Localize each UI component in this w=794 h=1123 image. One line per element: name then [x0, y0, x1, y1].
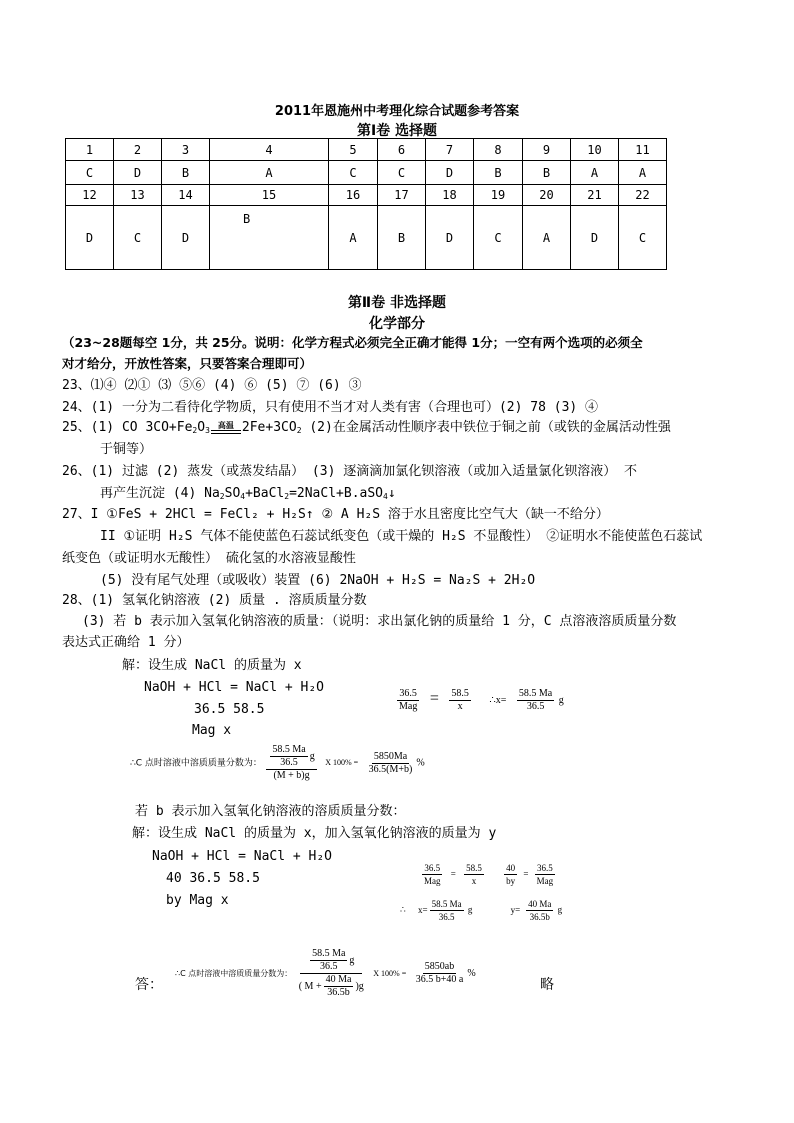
answer-q23: 23、⑴④ ⑵① ⑶ ⑤⑥ (4) ⑥ (5) ⑦ (6) ③: [62, 378, 362, 393]
cell: 4: [210, 139, 329, 161]
reaction-condition: 高温: [211, 422, 241, 434]
solution2-vars: by Mag x: [166, 893, 229, 908]
q25-part2: (2)在金属活动性顺序表中铁位于铜之前（或铁的金属活动性强: [301, 420, 671, 435]
cell: C: [114, 206, 162, 270]
answer-q27-line3: 纸变色（或证明水无酸性） 硫化氢的水溶液显酸性: [62, 551, 356, 566]
omitted-label: 略: [540, 977, 554, 993]
part2-title: 第Ⅱ卷 非选择题: [347, 295, 447, 311]
cell: 16: [329, 185, 378, 206]
document-title: 2011年恩施州中考理化综合试题参考答案: [274, 104, 520, 119]
cell: 11: [619, 139, 667, 161]
cell: D: [66, 206, 114, 270]
solution2-intro: 解：设生成 NaCl 的质量为 x，加入氢氧化钠溶液的质量为 y: [132, 826, 497, 841]
cell: 3: [162, 139, 210, 161]
cell: C: [619, 206, 667, 270]
cell: A: [571, 161, 619, 185]
cell: 15: [210, 185, 329, 206]
cell: 20: [523, 185, 571, 206]
cell: 17: [378, 185, 426, 206]
solution2-results: ∴ x= $\frac{58.5 Ma}{36.5}$ g y= $\frac{40 Ma}{36.5b}$ g: [400, 899, 563, 922]
solution1-equation: NaOH + HCl = NaCl + H₂O: [144, 680, 325, 695]
answer-q27-line4: (5) 没有尾气处理（或吸收）装置 (6) 2NaOH + H₂S = Na₂S + 2H₂O: [100, 573, 536, 588]
part1-title: 第Ⅰ卷 选择题: [356, 123, 438, 139]
cell: 7: [426, 139, 474, 161]
case2-intro: 若 b 表示加入氢氧化钠溶液的溶质质量分数：: [135, 804, 406, 819]
cell: C: [378, 161, 426, 185]
cell: D: [426, 206, 474, 270]
answer-table: [65, 138, 667, 270]
cell: 10: [571, 139, 619, 161]
cell: C: [329, 161, 378, 185]
answer-q27-line2: II ①证明 H₂S 气体不能使蓝色石蕊试纸变色（或干燥的 H₂S 不显酸性） ②证明水不能使蓝色石蕊试: [100, 529, 703, 544]
solution1-proportion: $\frac{36.5}{\text{Mag}}$ = $\frac{58.5}{x}$ ∴x= $\frac{58.5 Ma}{36.5}$ g: [399, 688, 564, 712]
cell: 12: [66, 185, 114, 206]
cell: 2: [114, 139, 162, 161]
cell: 19: [474, 185, 523, 206]
q26-text: =2NaCl+B.aSO: [289, 486, 383, 501]
cell: B: [162, 161, 210, 185]
cell: C: [66, 161, 114, 185]
answer-q27-line1: 27、I ①FeS + 2HCl = FeCl₂ + H₂S↑ ② A H₂S 溶于水且密度比空气大（缺一不给分）: [62, 507, 609, 522]
q25-text: 25、(1) CO 3CO+Fe: [62, 420, 193, 435]
cell: C: [474, 206, 523, 270]
answer-q26-line2: 再产生沉淀 (4) $Na_2SO_4+BaCl_2=2NaCl+B.aSO_4↓$: [100, 486, 396, 501]
q25-product: 2Fe+3CO: [241, 420, 297, 435]
answer-q26-line1: 26、(1) 过滤 (2) 蒸发（或蒸发结晶） (3) 逐滴滴加氯化钡溶液（或加入适量氯化钡溶液） 不: [62, 464, 638, 479]
precipitate-arrow: ↓: [387, 486, 396, 501]
scoring-note-line2: 对才给分，开放性答案，只要答案合理即可）: [62, 356, 313, 371]
cell: A: [329, 206, 378, 270]
answer-label: 答：: [135, 977, 163, 993]
cell: A: [523, 206, 571, 270]
scoring-note-line1: （23~28题每空 1分，共 25分。说明：化学方程式必须完全正确才能得 1分；一空有两个选项的必须全: [62, 335, 643, 350]
chem-section-title: 化学部分: [369, 316, 425, 332]
cell: 21: [571, 185, 619, 206]
cell: 8: [474, 139, 523, 161]
cell: 22: [619, 185, 667, 206]
solution2-ratio: 40 36.5 58.5: [166, 871, 260, 886]
cell: B: [474, 161, 523, 185]
cell: A: [210, 161, 329, 185]
cell: D: [571, 206, 619, 270]
solution1-intro: 解：设生成 NaCl 的质量为 x: [122, 658, 302, 673]
cell: 9: [523, 139, 571, 161]
solution1-ratio: 36.5 58.5: [194, 702, 265, 717]
q26-text: +BaCl: [245, 486, 285, 501]
row-answers-1: [66, 161, 667, 185]
solution2-proportions: $\frac{36.5}{\text{Mag}}$ = $\frac{58.5}{x}$ $\frac{40}{by}$ = $\frac{36.5}{\text{Mag}}$: [424, 863, 554, 886]
answer-q28-line3: 表达式正确给 1 分）: [62, 635, 190, 650]
answer-q28-line2: (3) 若 b 表示加入氢氧化钠溶液的质量：（说明：求出氯化钠的质量给 1 分，C 点溶液溶质质量分数: [82, 614, 677, 629]
q26-text: 再产生沉淀 (4) Na: [100, 486, 220, 501]
cell: 6: [378, 139, 426, 161]
solution1-vars: Mag x: [192, 723, 232, 738]
row-numbers-2: [66, 185, 667, 206]
cell: D: [162, 206, 210, 270]
cell: B: [378, 206, 426, 270]
cell: 5: [329, 139, 378, 161]
answer-q24: 24、(1) 一分为二看待化学物质，只有使用不当才对人类有害（合理也可）(2) 78 (3) ④: [62, 400, 599, 415]
q26-text: SO: [224, 486, 241, 501]
answer-q25-line2: 于铜等）: [100, 442, 153, 457]
cell: 14: [162, 185, 210, 206]
cell: D: [426, 161, 474, 185]
cell: 18: [426, 185, 474, 206]
cell: B: [210, 206, 329, 270]
cell: B: [523, 161, 571, 185]
solution2-equation: NaOH + HCl = NaCl + H₂O: [152, 849, 333, 864]
cell: D: [114, 161, 162, 185]
cell: A: [619, 161, 667, 185]
row-answers-2: [66, 206, 667, 270]
cell: 13: [114, 185, 162, 206]
answer-q28-line1: 28、(1) 氢氧化钠溶液 (2) 质量 . 溶质质量分数: [62, 593, 367, 608]
solution1-concentration: ∴C 点时溶液中溶质质量分数为： $\frac{58.5 Ma}{36.5}$ g (M + b)g X 100% = $\frac{5850Ma}{36.5(M+b)}$ %: [130, 744, 425, 781]
answer-q25-line1: 25、(1) CO $3CO+Fe_2O_3$ 高温 $2Fe+3CO_2$ (2)在金属活动性顺序表中铁位于铜之前（或铁的金属活动性强: [62, 420, 671, 435]
cell: 1: [66, 139, 114, 161]
solution2-concentration: ∴C 点时溶液中溶质质量分数为： $\frac{58.5 Ma}{36.5}$ g ( M + $\frac{40 Ma}{36.5b}$ )g X 100% = $\frac{5850ab}{36.5 b+40 a}$ %: [175, 948, 476, 998]
row-numbers-1: [66, 139, 667, 161]
